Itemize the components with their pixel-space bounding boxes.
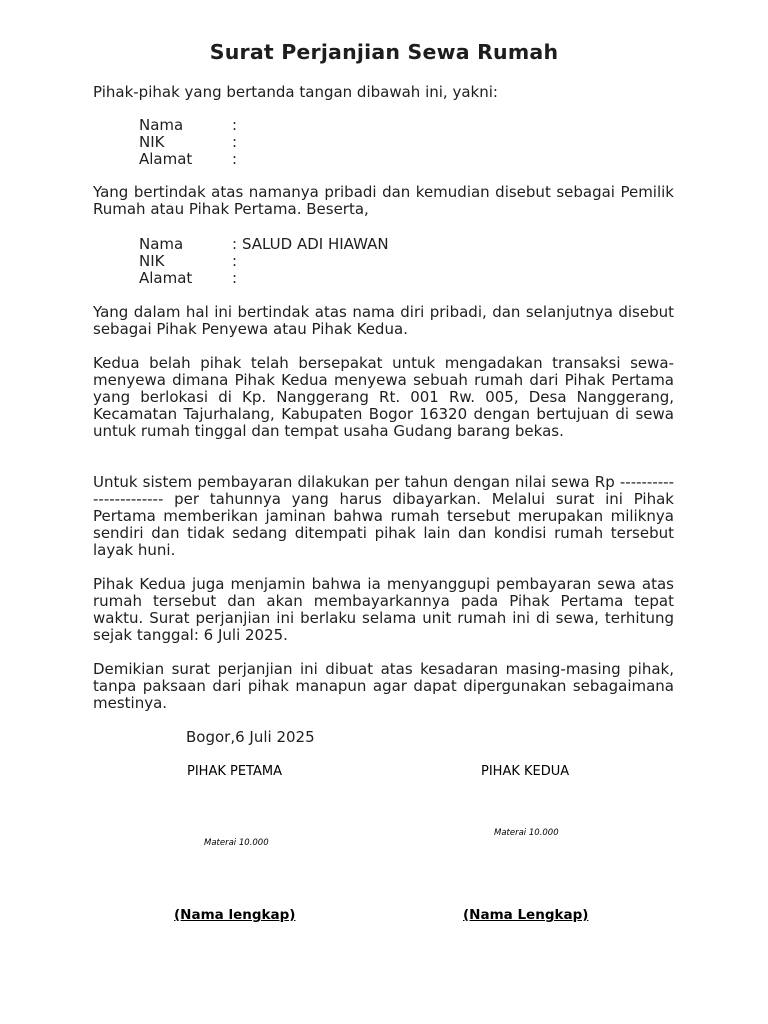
party1-description: Yang bertindak atas namanya pribadi dan kemudian disebut sebagai Pemilik Rumah atau Pihak Pertama. Beserta, xyxy=(93,183,674,218)
party2-address-row xyxy=(139,270,539,287)
field-colon: : xyxy=(232,116,238,134)
field-colon: : xyxy=(232,235,238,253)
field-label: NIK xyxy=(139,133,165,151)
field-label: Alamat xyxy=(139,150,193,168)
field-label: Alamat xyxy=(139,269,193,287)
document-title: Surat Perjanjian Sewa Rumah xyxy=(209,40,559,64)
party1-nik-row xyxy=(139,134,539,151)
field-colon: : xyxy=(232,252,238,270)
party2-description: Yang dalam hal ini bertindak atas nama diri pribadi, dan selanjutnya disebut sebagai Pihak Penyewa atau Pihak Kedua. xyxy=(93,303,674,338)
party1-address-row xyxy=(139,151,539,168)
party-left-role: PIHAK PETAMA xyxy=(187,764,282,779)
field-colon: : xyxy=(232,269,238,287)
agreement-paragraph: Kedua belah pihak telah bersepakat untuk mengadakan transaksi sewa-menyewa dimana Pihak Kedua menyewa sebuah rumah dari Pihak Pertama yang berlokasi di Kp. Nanggerang Rt. 001 Rw. 005, Desa Nanggerang, Kecamatan Tajurhalang, Kabupaten Bogor 16320 dengan bertujuan di sewa untuk rumah tinggal dan tempat usaha Gudang barang bekas. xyxy=(93,354,674,440)
field-label: Nama xyxy=(139,116,184,134)
party2-fields xyxy=(139,236,539,287)
field-label: NIK xyxy=(139,252,165,270)
place-date: Bogor,6 Juli 2025 xyxy=(186,728,315,746)
party1-fields xyxy=(139,117,539,168)
field-colon: : xyxy=(232,133,238,151)
payment-paragraph: Untuk sistem pembayaran dilakukan per tahun dengan nilai sewa Rp ----------------------- per tahunnya yang harus dibayarkan. Melalui surat ini Pihak Pertama memberikan jaminan bahwa rumah tersebut merupakan miliknya sendiri dan tidak sedang ditempati pihak lain dan kondisi rumah tersebut layak huni. xyxy=(93,473,674,559)
party2-nik-row xyxy=(139,253,539,270)
party-right-role: PIHAK KEDUA xyxy=(481,764,570,779)
signer-right-name: (Nama Lengkap) xyxy=(463,907,589,923)
guarantee-paragraph: Pihak Kedua juga menjamin bahwa ia menyanggupi pembayaran sewa atas rumah tersebut dan akan membayarkannya pada Pihak Pertama tepat waktu. Surat perjanjian ini berlaku selama unit rumah ini di sewa, terhitung sejak tanggal: 6 Juli 2025. xyxy=(93,575,674,644)
party2-name-row xyxy=(139,236,539,253)
party1-name-row xyxy=(139,117,539,134)
field-value: SALUD ADI HIAWAN xyxy=(242,235,389,253)
field-colon: : xyxy=(232,150,238,168)
signer-left-name: (Nama lengkap) xyxy=(174,907,296,923)
stamp-duty-left: Materai 10.000 xyxy=(204,838,269,848)
closing-paragraph: Demikian surat perjanjian ini dibuat atas kesadaran masing-masing pihak, tanpa paksaan dari pihak manapun agar dapat dipergunakan sebagaimana mestinya. xyxy=(93,660,674,712)
field-label: Nama xyxy=(139,235,184,253)
stamp-duty-right: Materai 10.000 xyxy=(494,828,559,838)
intro-text: Pihak-pihak yang bertanda tangan dibawah ini, yakni: xyxy=(93,83,498,101)
